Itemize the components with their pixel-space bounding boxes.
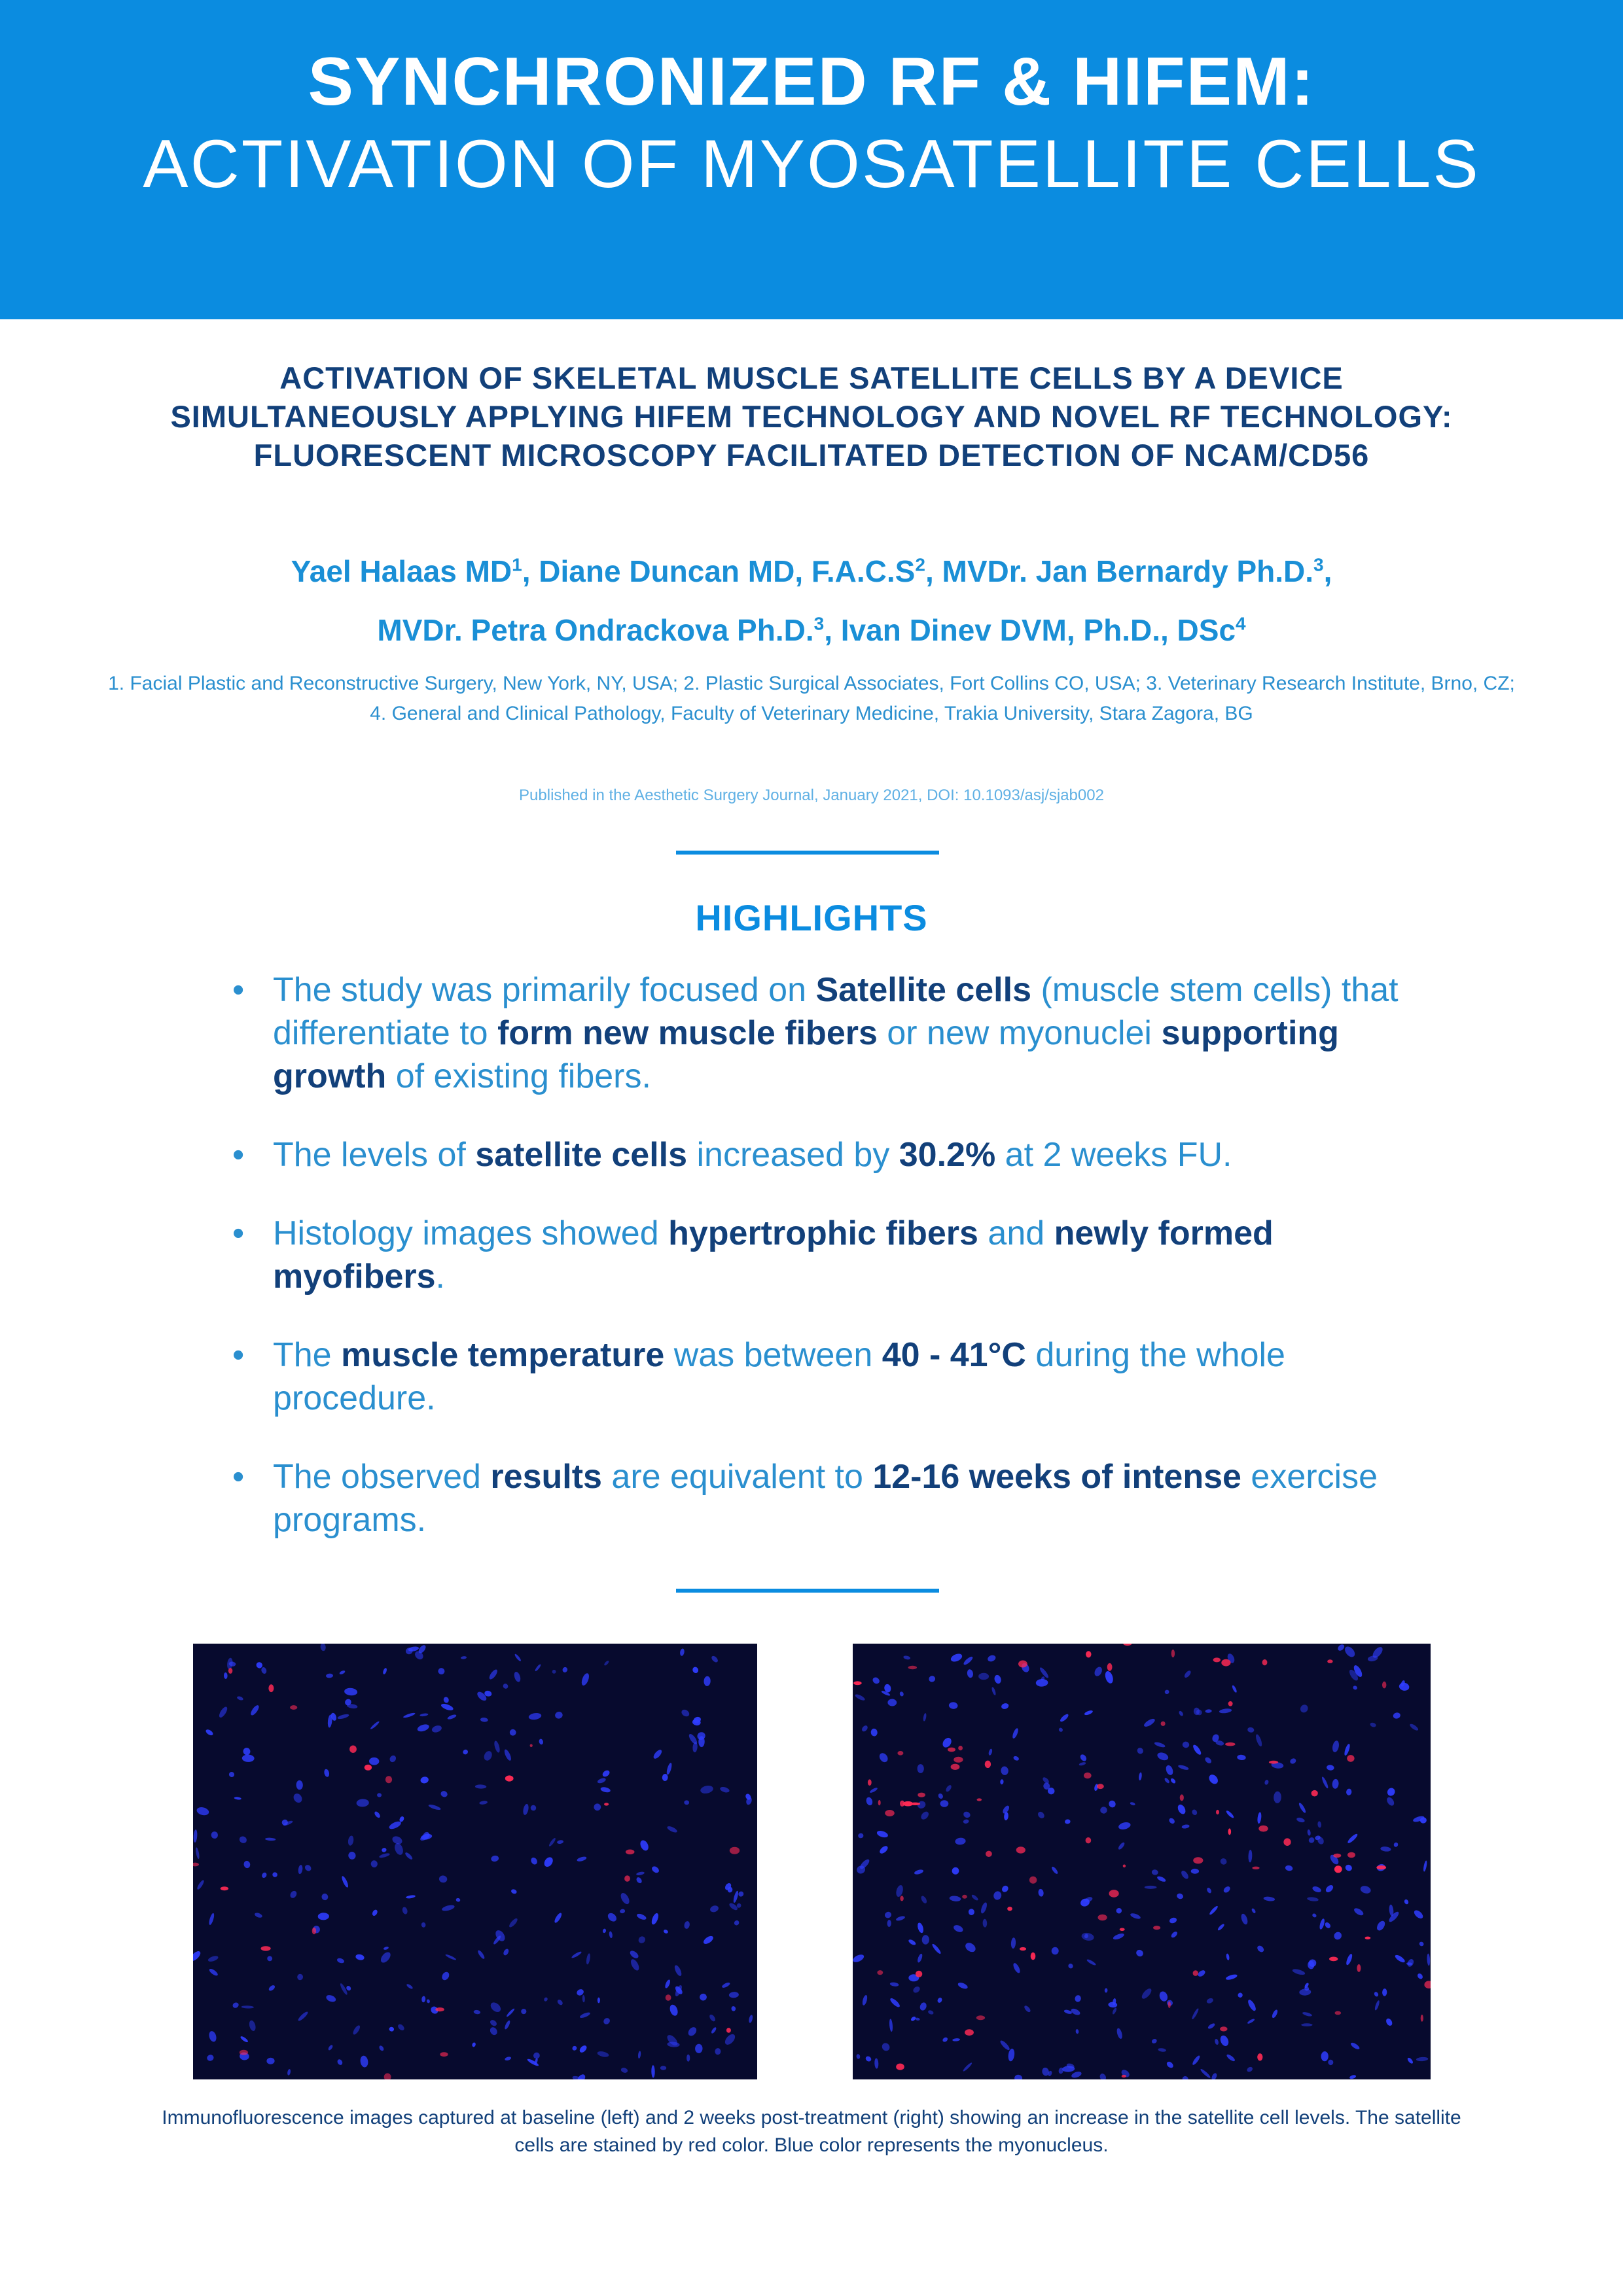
nucleus-mark [1145, 1886, 1157, 1889]
highlight-keyword: muscle temperature [341, 1336, 665, 1374]
micrograph-background [853, 1644, 1431, 2079]
satellite-cell-mark [885, 1810, 895, 1816]
highlight-item [232, 1212, 1410, 1298]
satellite-cell-mark [1086, 1651, 1091, 1657]
satellite-cell-mark [1168, 2002, 1171, 2008]
highlight-text: The [273, 1336, 342, 1374]
satellite-cell-mark [985, 1761, 991, 1768]
satellite-cell-mark [1109, 1890, 1119, 1898]
satellite-cell-mark [1123, 1865, 1126, 1868]
satellite-cell-mark [853, 1681, 862, 1685]
nucleus-mark [687, 2055, 690, 2062]
satellite-cell-mark [1171, 1650, 1175, 1657]
author-name: MVDr. Jan Bernardy Ph.D. [942, 554, 1314, 588]
highlight-keyword: 12-16 weeks of intense [872, 1458, 1241, 1496]
satellite-cell-mark [1216, 1810, 1219, 1814]
highlight-text: or new myonuclei [877, 1014, 1162, 1052]
satellite-cell-mark [900, 1896, 903, 1901]
satellite-cell-mark [900, 1801, 904, 1807]
satellite-cell-mark [1252, 1867, 1259, 1869]
satellite-cell-mark [221, 1886, 228, 1890]
highlight-keyword: satellite cells [475, 1136, 688, 1174]
satellite-cell-mark [1269, 1761, 1278, 1764]
satellite-cell-mark [1161, 1722, 1166, 1726]
highlight-text: during the whole procedure. [273, 1336, 1285, 1417]
publication-note: Published in the Aesthetic Surgery Journal, January 2021, DOI: 10.1093/asj/sjab002 [519, 786, 1104, 804]
satellite-cell-mark [1016, 1846, 1026, 1853]
bullet-icon: • [232, 971, 245, 1009]
satellite-cell-mark [1376, 1865, 1386, 1869]
satellite-cell-mark [897, 1751, 903, 1756]
satellite-cell-mark [868, 1779, 872, 1786]
highlight-text: . [435, 1258, 445, 1296]
satellite-cell-mark [435, 2007, 444, 2011]
satellite-cell-mark [1421, 2015, 1423, 2022]
satellite-cell-mark [1031, 1952, 1036, 1960]
highlight-text: was between [664, 1336, 882, 1374]
satellite-cell-mark [1311, 1790, 1318, 1797]
satellite-cell-mark [954, 1757, 963, 1763]
author-name: Yael Halaas MD [291, 554, 512, 588]
satellite-cell-mark [1221, 1659, 1230, 1667]
highlight-keyword: hypertrophic fibers [668, 1214, 978, 1252]
highlight-keyword: 40 - 41°C [882, 1336, 1026, 1374]
nucleus-mark [597, 1998, 600, 2004]
author-name: Ivan Dinev DVM, Ph.D., DSc [840, 613, 1236, 647]
satellite-cell-mark [986, 1851, 992, 1857]
highlight-text: and [978, 1214, 1054, 1252]
satellite-cell-mark [958, 1746, 963, 1750]
nucleus-mark [1301, 2023, 1312, 2026]
author-name: Diane Duncan MD, F.A.C.S [539, 554, 916, 588]
satellite-cell-mark [240, 2050, 248, 2055]
highlight-item [232, 1455, 1410, 1542]
highlight-text: (muscle stem cells) that differentiate to [273, 971, 1399, 1052]
satellite-cell-mark [666, 1994, 671, 2001]
satellite-cell-mark [896, 2064, 904, 2070]
satellite-cell-mark [962, 1895, 967, 1899]
title-banner [0, 0, 1623, 319]
satellite-cell-mark [1262, 1659, 1268, 1665]
satellite-cell-mark [918, 1793, 925, 1797]
satellite-cell-mark [977, 1798, 982, 1801]
author-affiliation-number: 4 [1236, 613, 1246, 634]
highlight-text: increased by [687, 1136, 899, 1174]
bullet-icon: • [232, 1336, 245, 1374]
highlight-text: of existing fibers. [386, 1057, 651, 1095]
divider [676, 1589, 939, 1593]
satellite-cell-mark [1327, 1659, 1332, 1663]
highlight-text: at 2 weeks FU. [995, 1136, 1232, 1174]
highlight-keyword: Satellite cells [815, 971, 1031, 1009]
bullet-icon: • [232, 1458, 245, 1496]
satellite-cell-mark [1257, 2053, 1262, 2060]
satellite-cell-mark [1153, 1926, 1160, 1930]
highlight-item [232, 1333, 1410, 1420]
satellite-cell-mark [365, 1765, 372, 1771]
satellite-cell-mark [1283, 1838, 1291, 1846]
satellite-cell-mark [1225, 1742, 1235, 1746]
satellite-cell-mark [440, 2052, 448, 2057]
satellite-cell-mark [505, 1775, 514, 1781]
affiliations: 1. Facial Plastic and Reconstructive Surgery, New York, NY, USA; 2. Plastic Surgical Associates, Fort Collins CO, USA; 3. Veterinary Research Institute, Brno, CZ; 4. General and Clinical Pathology, Faculty of Veterinary Medicine, Trakia University, Stara Zagora, BG [108, 673, 1515, 724]
highlight-text: Histology images showed [273, 1214, 669, 1252]
image-caption: Immunofluorescence images captured at baseline (left) and 2 weeks post-treatment (right) showing an increase in the satellite cell levels. The satellite cells are stained by red color. Blue color represents the myonucleus. [162, 2107, 1461, 2156]
satellite-cell-mark [1097, 1784, 1104, 1789]
satellite-cell-mark [1018, 1661, 1027, 1668]
satellite-cell-mark [730, 1847, 740, 1854]
satellite-cell-mark [1382, 1682, 1386, 1689]
nucleus-mark [940, 1800, 949, 1807]
satellite-cell-mark [1020, 1947, 1026, 1951]
satellite-cell-mark [268, 1684, 274, 1692]
highlight-item [232, 1133, 1410, 1176]
author-affiliation-number: 1 [512, 554, 522, 575]
author-affiliation-number: 2 [915, 554, 925, 575]
satellite-cell-mark [228, 1668, 232, 1674]
satellite-cell-mark [1365, 1937, 1371, 1939]
satellite-cell-mark [624, 1875, 630, 1882]
microscopy-image-post-treatment [853, 1644, 1431, 2079]
highlights-list [232, 968, 1410, 1577]
highlight-text: The levels of [273, 1136, 476, 1174]
satellite-cell-mark [1180, 1794, 1184, 1801]
nucleus-mark [922, 1935, 929, 1945]
satellite-cell-mark [385, 1776, 392, 1783]
author-name: MVDr. Petra Ondrackova Ph.D. [377, 613, 814, 647]
satellite-cell-mark [1007, 1907, 1012, 1911]
satellite-cell-mark [530, 1744, 533, 1748]
divider [676, 851, 939, 855]
bullet-icon: • [232, 1136, 245, 1174]
satellite-cell-mark [1228, 1828, 1232, 1835]
satellite-cell-mark [965, 2029, 974, 2036]
microscopy-image-baseline [193, 1644, 757, 2079]
author-list: Yael Halaas $MD^1$, Diane Duncan MD, $F.A.C.S^2$, MVDr. Jan Bernardy Ph.D.$^3$, MVDr. Petra Ondrackova Ph.D.$^3$, Ivan Dinev DVM, Ph.D., DSc$^4$ [291, 554, 1332, 647]
paper-title: ACTIVATION OF SKELETAL MUSCLE SATELLITE CELLS BY A DEVICE SIMULTANEOUSLY APPLYING HIFEM TECHNOLOGY AND NOVEL RF TECHNOLOGY: FLUORESCENT MICROSCOPY FACILITATED DETECTION OF NCAM/CD56 [170, 361, 1453, 472]
satellite-cell-mark [1193, 1970, 1198, 1976]
highlight-text: The study was primarily focused on [273, 971, 816, 1009]
bullet-icon: • [232, 1214, 245, 1252]
highlight-keyword: form new muscle fibers [497, 1014, 878, 1052]
title-bold: SYNCHRONIZED RF & HIFEM: [308, 44, 1315, 120]
satellite-cell-mark [948, 1748, 955, 1752]
satellite-cell-mark [726, 2028, 731, 2033]
satellite-cell-mark [1333, 1854, 1341, 1858]
satellite-cell-mark [626, 1850, 635, 1855]
satellite-cell-mark [1120, 1928, 1125, 1932]
satellite-cell-mark [908, 1666, 918, 1669]
title-light: ACTIVATION OF MYOSATELLITE CELLS [143, 126, 1480, 202]
satellite-cell-mark [1357, 1964, 1361, 1972]
satellite-cell-mark [951, 1764, 960, 1770]
highlight-keyword: 30.2% [899, 1136, 996, 1174]
satellite-cell-mark [1084, 1773, 1092, 1778]
highlight-text: The observed [273, 1458, 491, 1496]
author-affiliation-number: 3 [813, 613, 825, 634]
highlight-keyword: results [490, 1458, 602, 1496]
highlight-item [232, 968, 1410, 1098]
satellite-cell-mark [312, 1928, 316, 1935]
satellite-cell-mark [916, 1971, 922, 1977]
satellite-cell-mark [1329, 1957, 1338, 1962]
satellite-cell-mark [1334, 1865, 1342, 1873]
satellite-cell-mark [1098, 1915, 1107, 1921]
satellite-cell-mark [261, 1946, 271, 1951]
satellite-cell-mark [877, 1970, 883, 1975]
highlight-keyword: supporting growth [273, 1014, 1339, 1095]
satellite-cell-mark [1335, 2011, 1342, 2015]
satellite-cell-mark [290, 1705, 297, 1710]
satellite-cell-mark [1228, 1701, 1233, 1706]
satellite-cell-mark [1213, 1657, 1221, 1662]
satellite-cell-mark [976, 2015, 985, 2020]
satellite-cell-mark [349, 1746, 357, 1753]
satellite-cell-mark [1122, 2075, 1126, 2077]
satellite-cell-mark [604, 1803, 609, 1805]
satellite-cell-mark [1107, 1663, 1113, 1671]
highlight-keyword: newly formed myofibers [273, 1214, 1274, 1296]
highlight-text: exercise programs. [273, 1458, 1378, 1539]
satellite-cell-mark [1220, 2026, 1227, 2031]
satellite-cell-mark [878, 1800, 881, 1805]
satellite-cell-mark [1086, 1837, 1092, 1843]
satellite-cell-mark [1258, 1826, 1268, 1832]
highlight-text: are equivalent to [601, 1458, 873, 1496]
satellite-cell-mark [1347, 1852, 1355, 1858]
satellite-cell-mark [1193, 1857, 1203, 1863]
satellite-cell-mark [1029, 1877, 1037, 1884]
author-affiliation-number: 3 [1313, 554, 1324, 575]
highlights-heading: HIGHLIGHTS [695, 897, 928, 938]
satellite-cell-mark [1347, 1755, 1354, 1762]
